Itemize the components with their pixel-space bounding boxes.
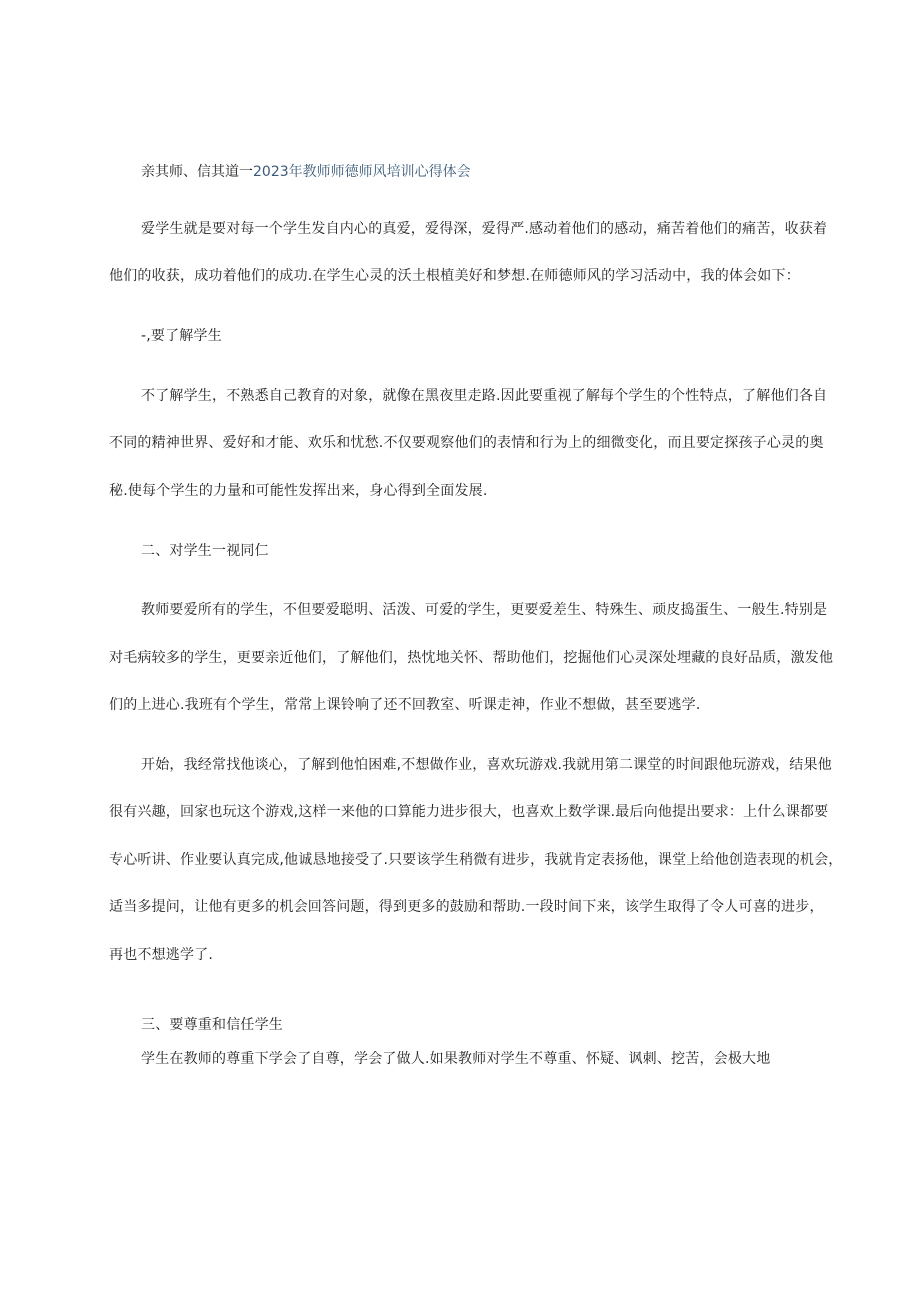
paragraph-2-line-1: 教师要爱所有的学生，不但要爱聪明、活泼、可爱的学生，更要爱差生、特殊生、顽皮捣蛋生、一般生.特别是 <box>141 602 828 618</box>
section-heading-3: 三、要尊重和信任学生 <box>141 1017 283 1033</box>
paragraph-1-line-1: 不了解学生，不熟悉自己教育的对象，就像在黑夜里走路.因此要重视了解每个学生的个性特点，了解他们各自 <box>141 388 828 404</box>
section-heading-1: -,要了解学生 <box>141 328 222 344</box>
paragraph-3-line-2: 很有兴趣，回家也玩这个游戏,这样一来他的口算能力进步很大，也喜欢上数学课.最后向他提出要求：上什么课都要 <box>109 804 829 820</box>
paragraph-2-line-2: 对毛病较多的学生，更要亲近他们，了解他们，热忱地关怀、帮助他们，挖掘他们心灵深处埋藏的良好品质，激发他 <box>109 650 834 666</box>
paragraph-3-line-1: 开始，我经常找他谈心，了解到他怕困难,不想做作业，喜欢玩游戏.我就用第二课堂的时间跟他玩游戏，结果他 <box>141 757 832 773</box>
paragraph-3-line-5: 再也不想逃学了. <box>109 947 214 963</box>
paragraph-intro-line-1: 爱学生就是要对每一个学生发自内心的真爱，爱得深，爱得严.感动着他们的感动，痛苦着他们的痛苦，收获着 <box>141 221 828 237</box>
paragraph-2-line-3: 们的上进心.我班有个学生，常常上课铃响了还不回教室、听课走神，作业不想做，甚至要逃学. <box>109 697 701 713</box>
section-heading-2: 二、对学生一视同仁 <box>141 543 269 559</box>
paragraph-4-line-1: 学生在教师的尊重下学会了自尊，学会了做人.如果教师对学生不尊重、怀疑、讽刺、挖苦，会极大地 <box>141 1051 771 1067</box>
paragraph-3-line-4: 适当多提问，让他有更多的机会回答问题，得到更多的鼓励和帮助.一段时间下来，该学生取得了令人可喜的进步， <box>109 899 824 915</box>
paragraph-1-line-2: 不同的精神世界、爱好和才能、欢乐和忧愁.不仅要观察他们的表情和行为上的细微变化，而且要定探孩子心灵的奥 <box>109 435 824 451</box>
title-prefix: 亲其师、信其道一 <box>141 164 253 180</box>
paragraph-1-line-3: 秘.使每个学生的力量和可能性发挥出来，身心得到全面发展. <box>109 483 488 499</box>
paragraph-intro-line-2: 他们的收获，成功着他们的成功.在学生心灵的沃土根植美好和梦想.在师德师风的学习活动中，我的体会如下： <box>109 268 800 284</box>
paragraph-3-line-3: 专心听讲、作业要认真完成,他诚恳地接受了.只要该学生稍微有进步，我就肯定表扬他，课堂上给他创造表现的机会， <box>109 852 843 868</box>
document-title <box>141 162 471 182</box>
title-accent: 2023年教师师德师风培训心得体会 <box>253 164 471 180</box>
